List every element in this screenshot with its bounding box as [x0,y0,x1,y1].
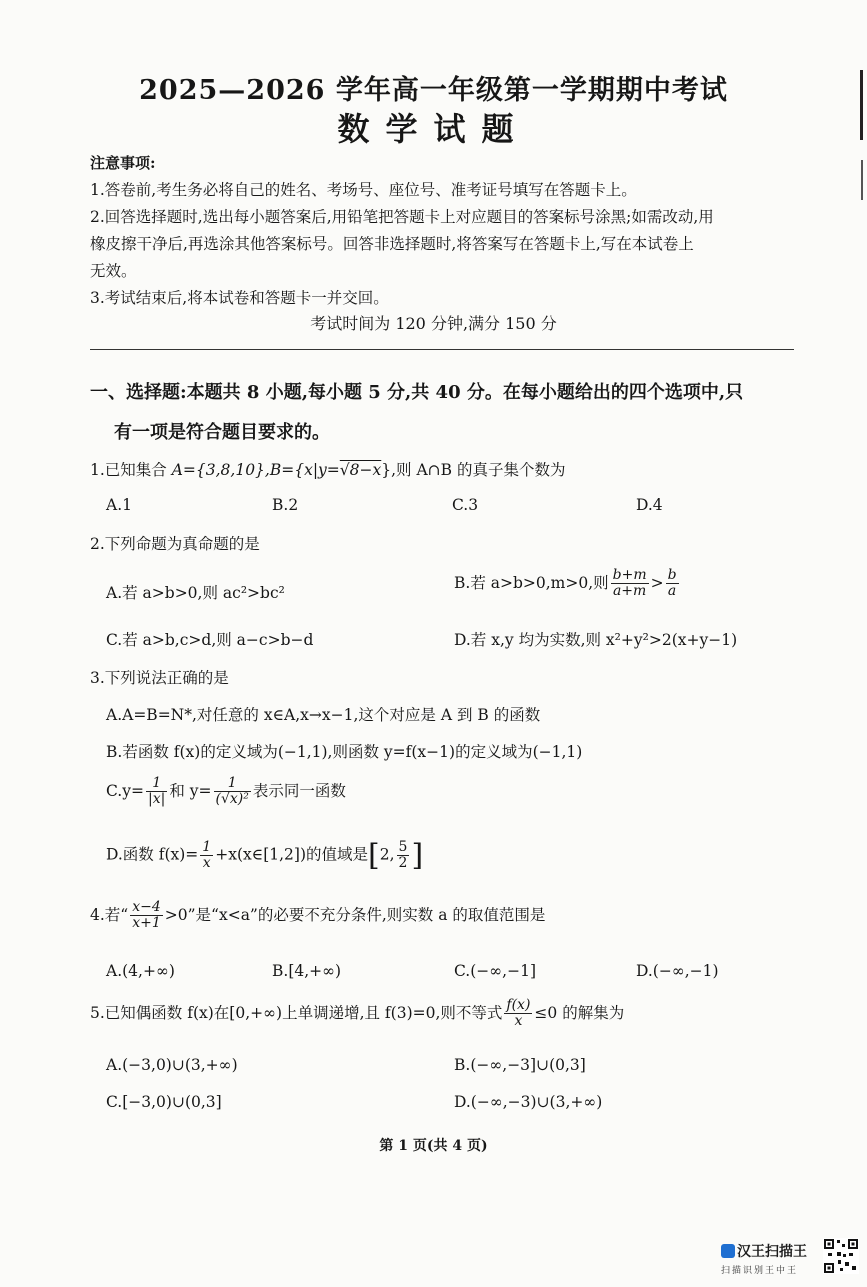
q2-option-b [454,568,681,600]
fraction-numerator: b+m [612,567,647,583]
q1-option-b: B.2 [272,496,299,514]
fraction-denominator: x [202,855,211,871]
fraction-numerator: 5 [398,838,408,855]
q4-option-b: B.[4,+∞) [272,962,342,980]
q1-stem-text: },则 A∩B 的真子集个数为 [381,461,566,479]
q4-fraction [130,900,163,932]
notice-item-continued: 橡皮擦干净后,再选涂其他答案标号。回答非选择题时,将答案写在答题卡上,写在本试卷上 [90,235,694,253]
question-5-stem [90,998,624,1030]
notice-block [90,150,810,312]
q3-d-text: 2, [379,845,395,864]
q3-option-d [106,838,423,873]
notice-item: 1.答卷前,考生务必将自己的姓名、考场号、座位号、准考证号填写在答题卡上。 [90,181,637,199]
divider-line [90,349,794,350]
section-heading [90,373,800,453]
q2-b-operator: > [650,573,664,592]
notice-item: 2.回答选择题时,选出每小题答案后,用铅笔把答题卡上对应题目的答案标号涂黑;如需改动,用 [90,208,714,226]
q1-radical: √8−x [339,461,382,479]
fraction-denominator: x+1 [132,915,161,932]
question-2-stem: 2.下列命题为真命题的是 [90,535,260,553]
q2-option-d: D.若 x,y 均为实数,则 x²+y²>2(x+y−1) [454,631,738,649]
fraction-numerator: 1 [202,838,212,855]
q3-option-c [106,776,346,808]
scanner-name: 汉王扫描王 [737,1243,807,1260]
subject-title: 数学试题 [337,110,530,148]
q3-d-fraction [200,840,213,872]
question-1-stem [90,458,565,480]
q5-option-c: C.[−3,0)∪(0,3] [106,1093,222,1111]
q5-option-d: D.(−∞,−3)∪(3,+∞) [454,1093,603,1111]
q2-option-a: A.若 a>b>0,则 ac²>bc² [106,584,285,602]
q3-option-b: B.若函数 f(x)的定义域为(−1,1),则函数 y=f(x−1)的定义域为(−1,1) [106,743,583,761]
fraction-numerator: 1 [214,776,251,792]
fraction-numerator: b [667,567,677,583]
q4-option-c: C.(−∞,−1] [454,962,537,980]
section-heading-line: 有一项是符合题目要求的。 [114,422,330,443]
notice-item-continued: 无效。 [90,262,137,280]
fraction-denominator: (√x)² [215,791,249,808]
fraction-numerator: f(x) [506,997,531,1013]
q3-c-text: C.y= [106,781,144,800]
q1-option-d: D.4 [636,496,663,514]
q4-option-d: D.(−∞,−1) [636,962,719,980]
fraction-denominator: x [514,1013,523,1030]
q5-option-a: A.(−3,0)∪(3,+∞) [106,1056,238,1074]
scanner-slogan: 扫描识别王中王 [721,1265,799,1276]
right-bracket: ] [411,838,424,873]
q3-c-fraction [146,776,167,808]
fraction-numerator: 1 [146,776,167,792]
q5-option-b: B.(−∞,−3]∪(0,3] [454,1056,586,1074]
section-heading-line: 一、选择题:本题共 8 小题,每小题 5 分,共 40 分。在每小题给出的四个选项中,只 [90,382,744,403]
exam-title: 2025—2026 学年高一年级第一学期期中考试 [139,75,728,106]
scan-edge-mark [861,160,863,200]
q3-d-fraction [397,840,410,872]
q1-option-c: C.3 [452,496,479,514]
q2-b-text: B.若 a>b>0,m>0,则 [454,573,609,592]
q2-b-fraction [666,568,679,600]
q5-fraction [504,998,532,1030]
q1-option-a: A.1 [106,496,132,514]
qr-code-icon [823,1238,859,1274]
q1-set: A={3,8,10},B={x|y= [171,461,340,479]
page-number: 第 1 页(共 4 页) [379,1138,488,1154]
q3-c-text: 和 y= [169,781,212,800]
question-4-stem [90,900,545,932]
q2-b-fraction [611,568,649,600]
q3-d-text: +x(x∈[1,2])的值域是 [215,845,369,864]
q2-option-c: C.若 a>b,c>d,则 a−c>b−d [106,631,314,649]
q4-option-a: A.(4,+∞) [106,962,175,980]
question-3-stem: 3.下列说法正确的是 [90,669,229,687]
left-bracket: [ [368,838,380,873]
fraction-denominator: a+m [612,583,647,600]
q4-stem-text: 4.若“ [90,905,129,924]
fraction-denominator: a [667,583,677,600]
fraction-denominator: 2 [398,855,408,871]
notice-item: 3.考试结束后,将本试卷和答题卡一并交回。 [90,289,389,307]
q5-stem-text: ≤0 的解集为 [534,1003,625,1022]
q3-option-a: A.A=B=N*,对任意的 x∈A,x→x−1,这个对应是 A 到 B 的函数 [106,706,541,724]
q3-c-fraction [214,776,251,808]
notice-heading: 注意事项: [90,154,156,172]
exam-time: 考试时间为 120 分钟,满分 150 分 [310,314,557,333]
q4-stem-text: >0”是“x<a”的必要不充分条件,则实数 a 的取值范围是 [164,905,546,924]
scanner-watermark [721,1240,815,1276]
q3-c-text: 表示同一函数 [252,781,346,800]
q5-stem-text: 5.已知偶函数 f(x)在[0,+∞)上单调递增,且 f(3)=0,则不等式 [90,1003,503,1022]
q1-stem-text: 1.已知集合 [90,461,172,479]
fraction-denominator: |x| [147,791,166,808]
scanner-logo-icon [721,1244,735,1258]
q3-d-text: D.函数 f(x)= [106,845,199,864]
fraction-numerator: x−4 [132,899,161,915]
